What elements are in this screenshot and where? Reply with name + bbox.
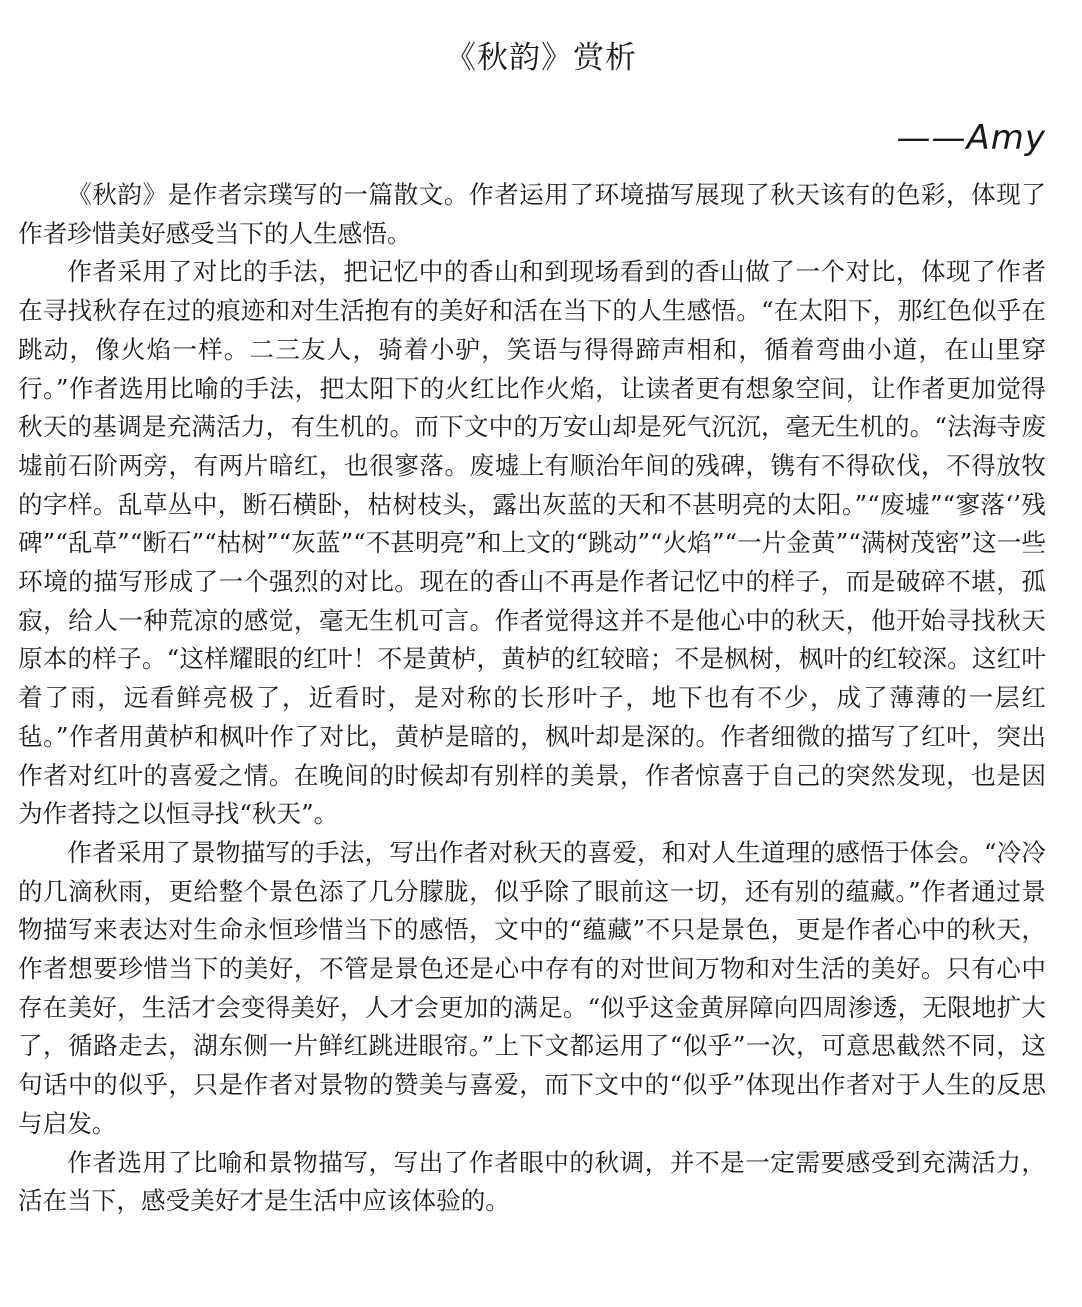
paragraph-2: 作者采用了对比的手法，把记忆中的香山和到现场看到的香山做了一个对比，体现了作者在寻找秋存在过的痕迹和对生活抱有的美好和活在当下的人生感悟。“在太阳下，那红色似乎在跳动，像火焰一样。二三友人，骑着小驴，笑语与得得蹄声相和，循着弯曲小道，在山里穿行。”作者选用比喻的手法，把太阳下的火红比作火焰，让读者更有想象空间，让作者更加觉得秋天的基调是充满活力，有生机的。而下文中的万安山却是死气沉沉，毫无生机的。“法海寺废墟前石阶两旁，有两片暗红，也很寥落。废墟上有顺治年间的残碑，镌有不得砍伐，不得放牧的字样。乱草丛中，断石横卧，枯树枝头，露出灰蓝的天和不甚明亮的太阳。”“废墟”“寥落‘’残碑”“乱草”“断石”“枯树”“灰蓝”“不甚明亮”和上文的“跳动”“火焰”“一片金黄”“满树茂密”这一些环境的描写形成了一个强烈的对比。现在的香山不再是作者记忆中的样子，而是破碎不堪，孤寂，给人一种荒凉的感觉，毫无生机可言。作者觉得这并不是他心中的秋天，他开始寻找秋天原本的样子。“这样耀眼的红叶！不是黄栌，黄栌的红较暗；不是枫树，枫叶的红较深。这红叶着了雨，远看鲜亮极了，近看时，是对称的长形叶子，地下也有不少，成了薄薄的一层红毡。”作者用黄栌和枫叶作了对比，黄栌是暗的，枫叶却是深的。作者细微的描写了红叶，突出作者对红叶的喜爱之情。在晚间的时候却有别样的美景，作者惊喜于自己的突然发现，也是因为作者持之以恒寻找“秋天”。 bbox=[18, 257, 1046, 829]
document-body bbox=[18, 176, 1046, 1221]
paragraph-1: 《秋韵》是作者宗璞写的一篇散文。作者运用了环境描写展现了秋天该有的色彩，体现了作者珍惜美好感受当下的人生感悟。 bbox=[18, 180, 1046, 248]
document-title: 《秋韵》赏析 bbox=[445, 40, 637, 76]
paragraph-4: 作者选用了比喻和景物描写，写出了作者眼中的秋调，并不是一定需要感受到充满活力，活在当下，感受美好才是生活中应该体验的。 bbox=[18, 1147, 1046, 1216]
author-signature: ——Amy bbox=[896, 118, 1046, 158]
paragraph-3: 作者采用了景物描写的手法，写出作者对秋天的喜爱，和对人生道理的感悟于体会。“冷冷的几滴秋雨，更给整个景色添了几分朦胧，似乎除了眼前这一切，还有别的蕴藏。”作者通过景物描写来表达对生命永恒珍惜当下的感悟，文中的“蕴藏”不只是景色，更是作者心中的秋天，作者想要珍惜当下的美好，不管是景色还是心中存有的对世间万物和对生活的美好。只有心中存在美好，生活才会变得美好，人才会更加的满足。“似乎这金黄屏障向四周渗透，无限地扩大了，循路走去，湖东侧一片鲜红跳进眼帘。”上下文都运用了“似乎”一次，可意思截然不同，这句话中的似乎，只是作者对景物的赞美与喜爱，而下文中的“似乎”体现出作者对于人生的反思与启发。 bbox=[18, 837, 1046, 1138]
